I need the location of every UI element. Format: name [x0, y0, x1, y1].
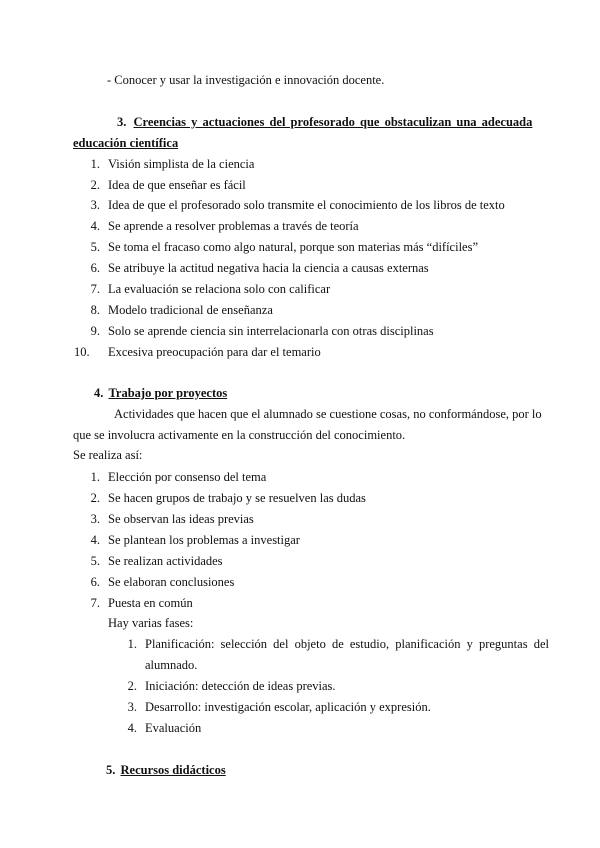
- section5-heading: [106, 762, 226, 778]
- se-realiza-label: Se realiza así:: [73, 448, 143, 462]
- intro-line: - Conocer y usar la investigación e innovación docente.: [107, 73, 385, 87]
- section4-heading: [94, 385, 227, 401]
- section5-number: 5.: [106, 763, 116, 777]
- section4-title: Trabajo por proyectos: [108, 386, 228, 400]
- fases-intro: Hay varias fases:: [108, 616, 194, 630]
- section5-title: Recursos didácticos: [120, 763, 226, 777]
- section3-title-line2: educación científica: [73, 136, 179, 150]
- section4-number: 4.: [94, 386, 104, 400]
- section3-title-line1: Creencias y actuaciones del profesorado que obstaculizan una adecuada: [133, 115, 533, 129]
- section4-paragraph-line2: que se involucra activamente en la construcción del conocimiento.: [73, 428, 406, 442]
- section3-heading-line1: [117, 114, 533, 130]
- section3-number: 3.: [117, 115, 127, 129]
- section4-paragraph-line1: Actividades que hacen que el alumnado se cuestione cosas, no conformándose, por lo: [114, 407, 542, 421]
